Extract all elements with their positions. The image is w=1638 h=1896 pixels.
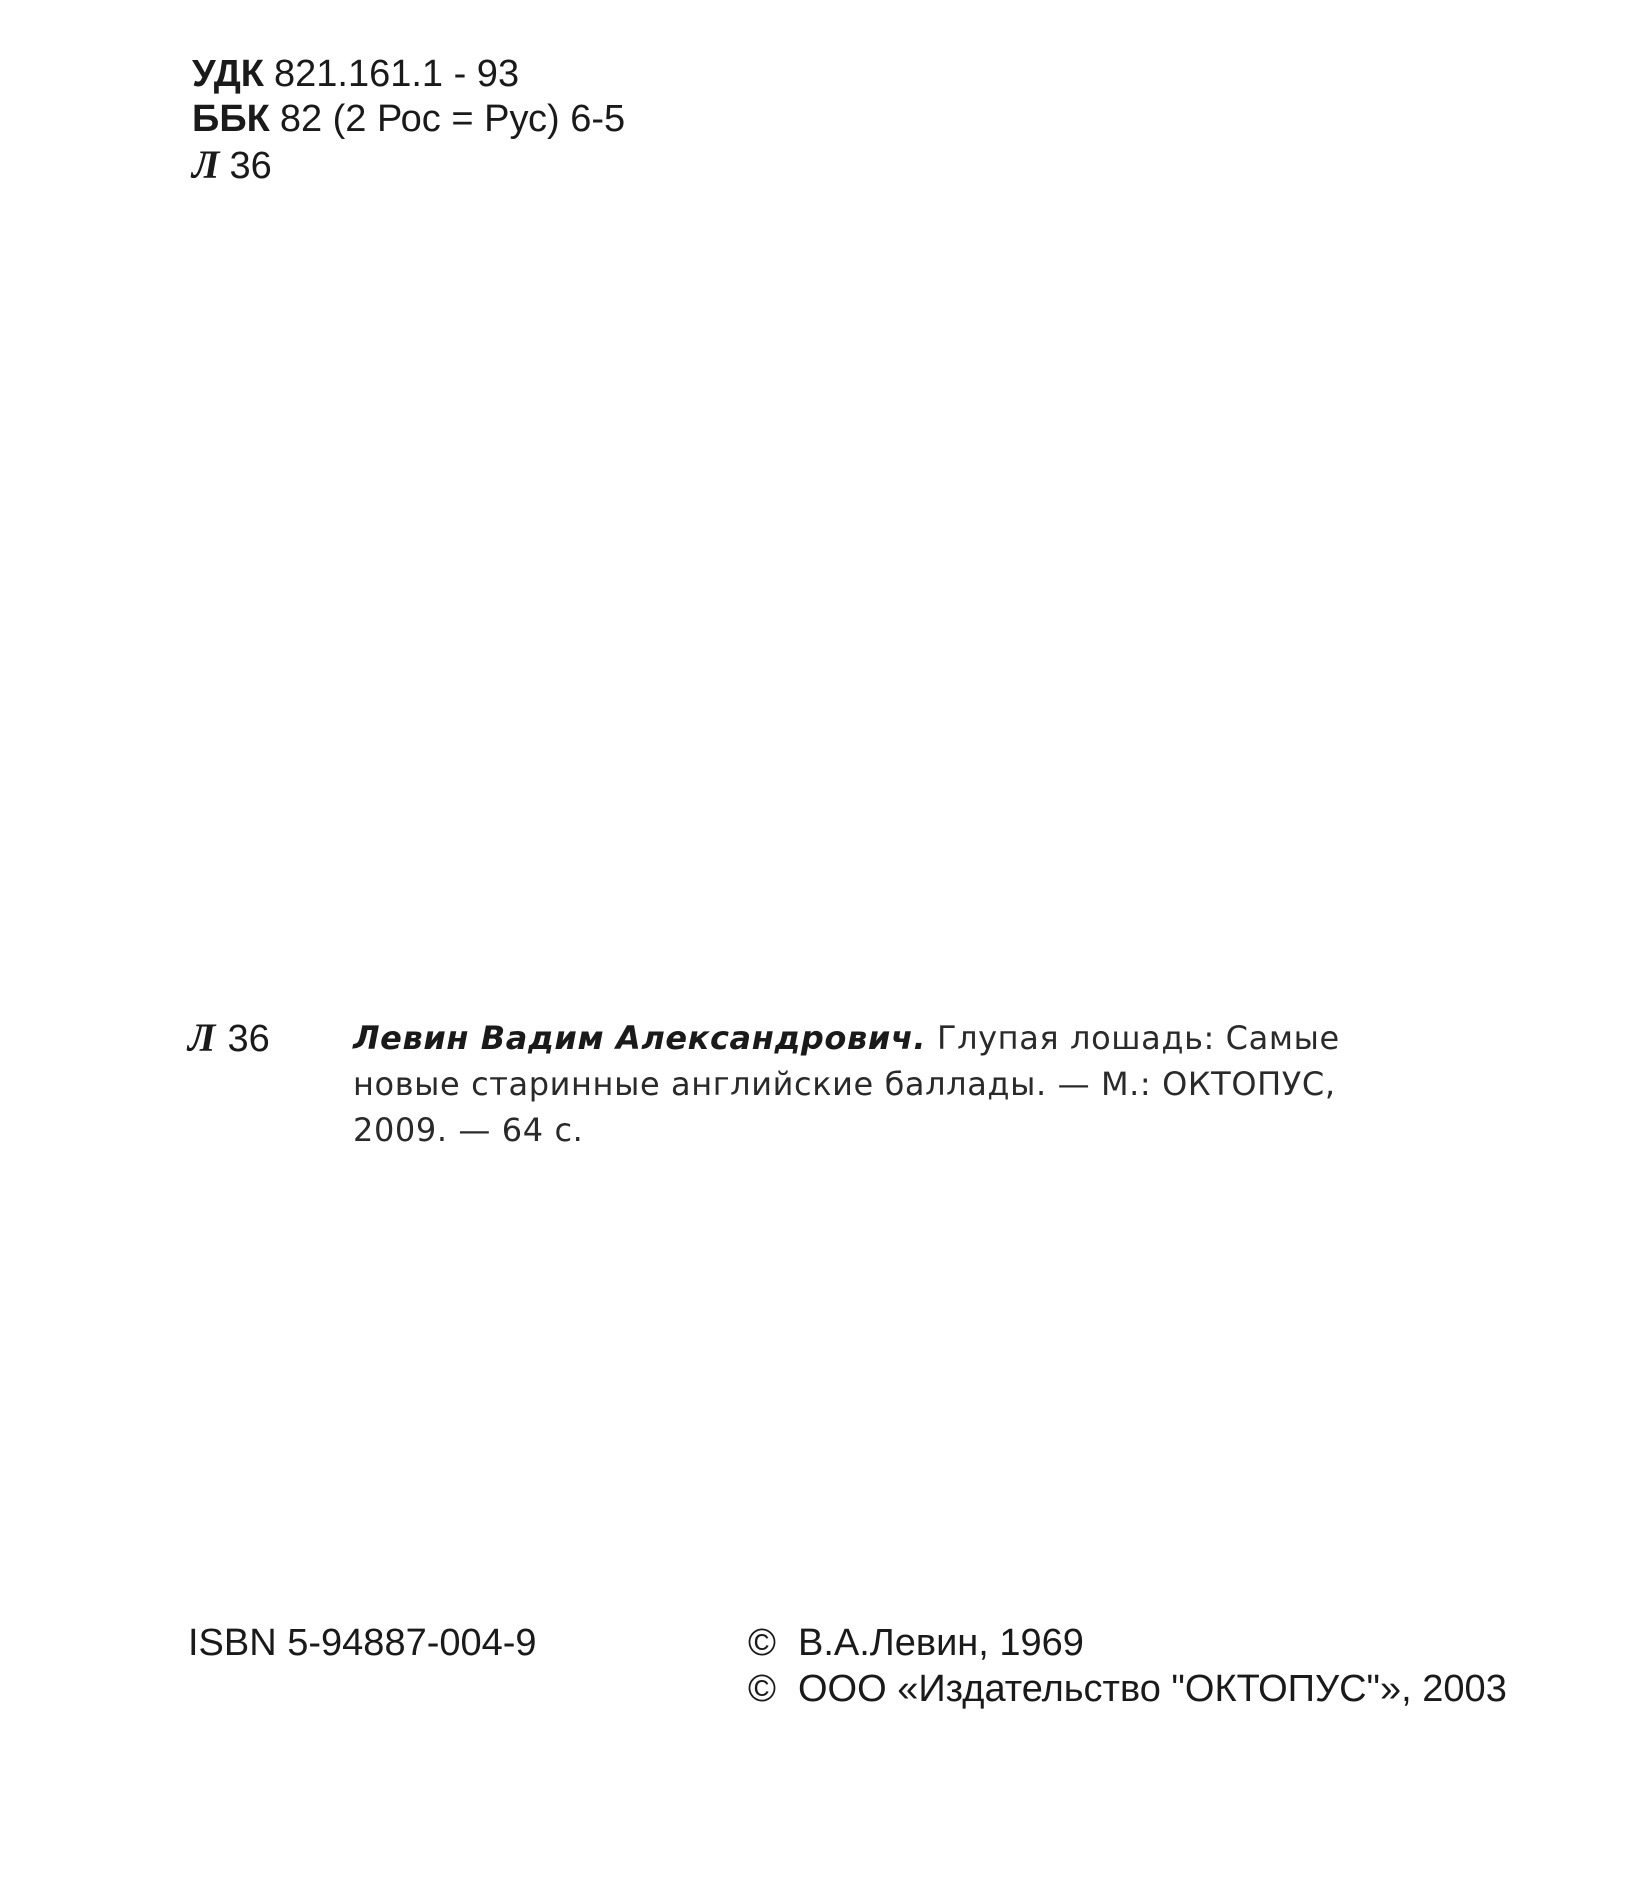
author-mark-row (192, 142, 625, 189)
classification-block (192, 52, 625, 189)
author-mark-value: 36 (229, 145, 272, 187)
bbk-value: 82 (2 Рос = Рус) 6-5 (279, 98, 626, 140)
copyright-text: В.А.Левин, 1969 (798, 1622, 1084, 1664)
bibliographic-record (188, 1015, 1428, 1165)
record-code-value: 36 (227, 1018, 270, 1060)
copyright-block (748, 1620, 1507, 1712)
author-mark-label: Л (192, 142, 220, 187)
record-code (188, 1015, 270, 1062)
udk-label: УДК (192, 53, 264, 95)
copyright-symbol: © (748, 1622, 776, 1664)
copyright-line (748, 1666, 1507, 1712)
copyright-text: ООО «Издательство "ОКТОПУС"», 2003 (798, 1668, 1507, 1710)
copyright-symbol: © (748, 1668, 776, 1710)
record-code-label: Л (188, 1015, 216, 1060)
record-author: Левин Вадим Александрович. (353, 1019, 927, 1057)
isbn-number: ISBN 5-94887-004-9 (188, 1622, 537, 1664)
udk-row (192, 52, 625, 97)
record-text (353, 1015, 1413, 1153)
udk-value: 821.161.1 - 93 (273, 53, 520, 95)
copyright-line (748, 1620, 1507, 1666)
bbk-row (192, 97, 625, 142)
bbk-label: ББК (192, 98, 270, 140)
record-description: Глупая лошадь: Самые новые старинные английские баллады. — М.: ОКТОПУС, 2009. — 64 с. (353, 1019, 1340, 1149)
